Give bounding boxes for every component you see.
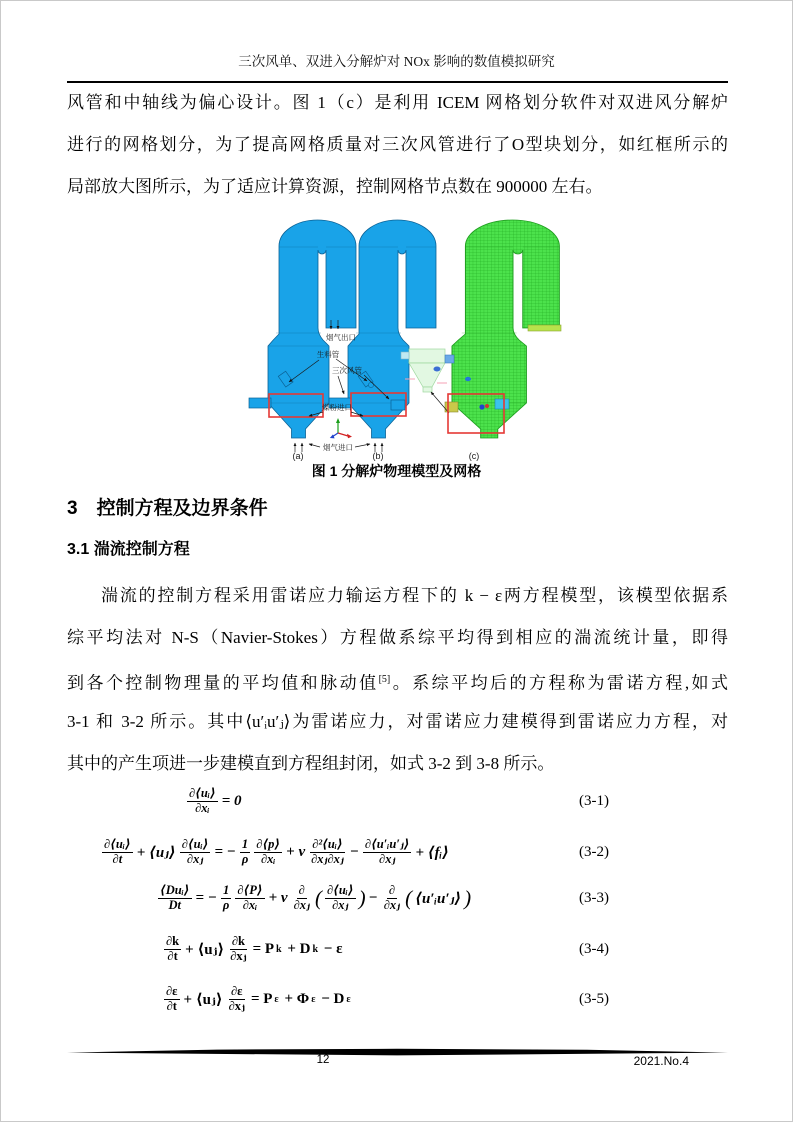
sublabel-c: (c) xyxy=(468,451,480,461)
detail-nozzle-right xyxy=(445,355,454,363)
issue-label: 2021.No.4 xyxy=(633,1054,689,1068)
paragraph-2 xyxy=(67,575,728,785)
sublabel-b: (b) xyxy=(372,451,384,461)
model-c-mesh xyxy=(445,220,561,438)
equation-3-2 xyxy=(67,828,728,876)
side-nozzle xyxy=(249,398,271,408)
equation-number: (3-2) xyxy=(579,843,609,860)
mesh-detail-blue2 xyxy=(479,404,484,409)
equation-3-3 xyxy=(67,874,728,922)
equation-3-5 xyxy=(67,975,728,1023)
label-raw-meal-pipe: 生料管 xyxy=(316,350,340,359)
footer-rule xyxy=(67,1048,728,1057)
subsection-heading: 3.1 湍流控制方程 xyxy=(67,541,190,558)
paragraph-line: 进行的网格划分，为了提高网格质量对三次风管进行了O型块划分，如红框所示的 xyxy=(67,135,728,154)
detail-nozzle-left xyxy=(401,352,409,359)
paragraph-line: 风管和中轴线为偏心设计。图 1（c）是利用 ICEM 网格划分软件对双进风分解炉 xyxy=(67,93,728,112)
coordinate-triad xyxy=(330,418,352,438)
equation-body: $\frac{\text{⟨Duᵢ⟩}}{Dt}$ = − $\frac{1}{\rho}$ $\frac{\partial⟨P⟩}{\text{∂xᵢ}}$ + ν $\frac{\partial}{\text{∂xⱼ}}$ ( $\frac{\text{∂⟨uᵢ⟩}}{\text{∂xⱼ}}$ ) − $\frac{\partial}{\text{∂xⱼ}}$ ( ⟨u′ᵢu′ⱼ⟩ ) xyxy=(160,882,472,912)
label-flue-gas-outlet: 烟气出口 xyxy=(326,333,356,342)
equation-body: $\frac{\partial k}{\partial t}$ + ⟨uⱼ⟩ $\frac{\partial k}{\text{∂xⱼ}}$ = P k + D k − ε xyxy=(166,933,343,963)
equation-body: $\frac{\partial\varepsilon}{\partial t}$ + ⟨uⱼ⟩ $\frac{\partial\varepsilon}{\text{∂xⱼ}}$ = P ε + Φ ε − D ε xyxy=(166,983,351,1013)
equation-number: (3-5) xyxy=(579,990,609,1007)
nozzle-cyan xyxy=(495,399,509,409)
paragraph-line: 其中的产生项进一步建模直到方程组封闭，如式 3-2 到 3-8 所示。 xyxy=(67,754,555,773)
paragraph-line: 综平均法对 N-S（Navier-Stokes）方程做系综平均得到相应的湍流统计量，即得 xyxy=(67,628,728,647)
page-number: 12 xyxy=(316,1054,330,1066)
figure-caption: 图 1 分解炉物理模型及网格 xyxy=(311,463,482,479)
paragraph-1 xyxy=(67,82,728,208)
label-flue-gas-inlet: 烟气进口 xyxy=(323,443,353,452)
equation-number: (3-3) xyxy=(579,889,609,906)
equation-body: $\frac{\text{∂⟨uᵢ⟩}}{\text{∂xᵢ}}$ = 0 xyxy=(189,785,242,815)
citation-5: [5] xyxy=(378,674,391,685)
mesh-detail-red xyxy=(485,404,489,408)
equation-3-1 xyxy=(67,777,728,825)
equation-body: $\frac{\text{∂⟨uᵢ⟩}}{\partial t}$ + ⟨uⱼ⟩ $\frac{\text{∂⟨uᵢ⟩}}{\text{∂xⱼ}}$ = − $\frac{1}{\rho}$ $\frac{\partial⟨p⟩}{\text{∂xᵢ}}$ + ν $\frac{\text{∂²⟨uᵢ⟩}}{\text{∂xⱼ∂xⱼ}}$ − $\frac{\text{∂⟨u′ᵢu′ⱼ⟩}}{\text{∂xⱼ}}$ + ⟨fᵢ⟩ xyxy=(104,836,450,866)
paragraph-line: 到各个控制物理量的平均值和脉动值[5]。系综平均后的方程称为雷诺方程,如式 xyxy=(67,673,729,693)
equation-number: (3-4) xyxy=(579,940,609,957)
equation-3-4 xyxy=(67,925,728,973)
detail-blue-port xyxy=(434,367,441,372)
equation-number: (3-1) xyxy=(579,792,609,809)
running-header: 三次风单、双进入分解炉对 NOx 影响的数值模拟研究 xyxy=(238,54,555,69)
outlet-rim xyxy=(528,325,561,331)
label-coal-inlet: 煤粉进口 xyxy=(322,403,352,412)
mesh-detail-blue xyxy=(465,377,471,381)
paragraph-line: 湍流的控制方程采用雷诺应力输运方程下的 k − ε两方程模型，该模型依据系 xyxy=(101,586,728,605)
paragraph-line: 局部放大图所示，为了适应计算资源，控制网格节点数在 900000 左右。 xyxy=(67,177,603,196)
figure-1-calciner-models xyxy=(231,216,576,461)
paragraph-line: 3-1 和 3-2 所示。其中⟨u′ᵢu′ⱼ⟩为雷诺应力，对雷诺应力建模得到雷诺应力方程，对 xyxy=(67,712,728,731)
sublabel-a: (a) xyxy=(292,451,304,461)
section-heading: 3 控制方程及边界条件 xyxy=(67,498,268,519)
side-nozzle xyxy=(391,400,405,410)
label-tertiary-air-pipe: 三次风管 xyxy=(332,366,362,375)
